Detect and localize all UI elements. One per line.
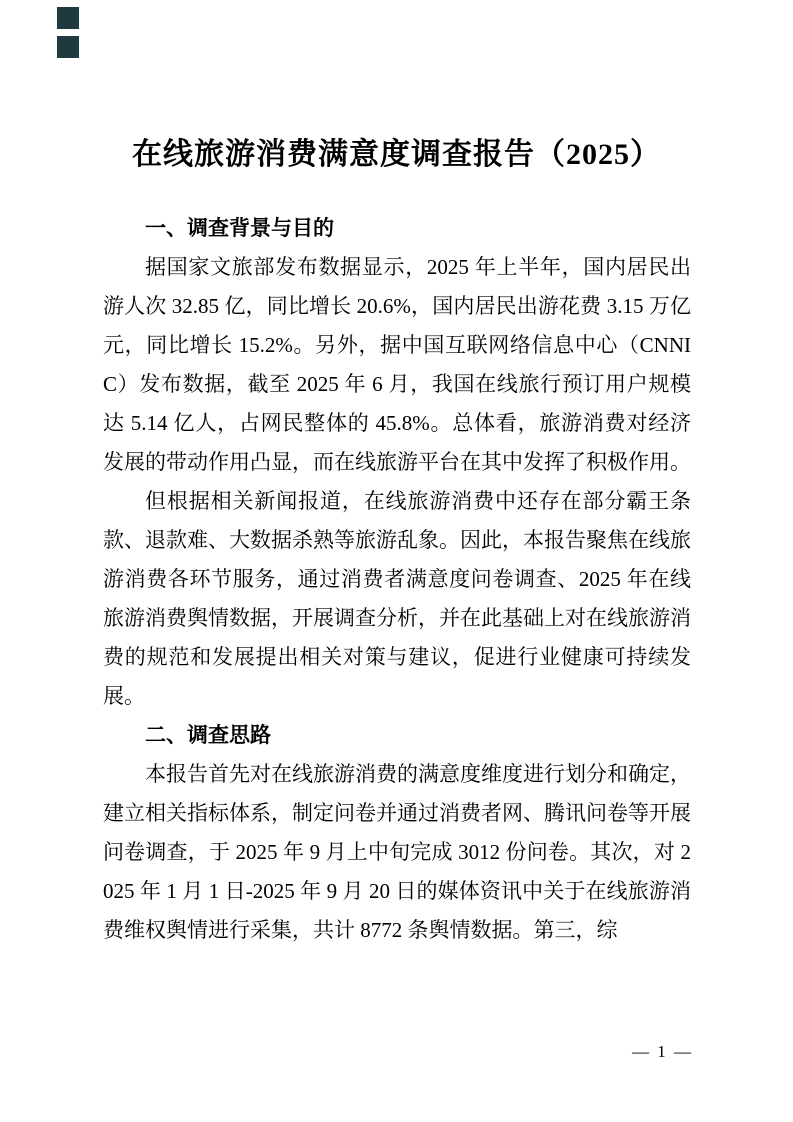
- section-heading-background-purpose: 一、调查背景与目的: [145, 217, 334, 240]
- section-heading-survey-approach: 二、调查思路: [145, 724, 271, 747]
- paragraph-survey-method: 本报告首先对在线旅游消费的满意度维度进行划分和确定，建立相关指标体系，制定问卷并通过消费者网、腾讯问卷等开展问卷调查，于 2025 年 9 月上中旬完成 3012 份问卷。其次，对 2025 年 1 月 1 日-2025 年 9 月 20 日的媒体资讯中关于在线旅游消费维权舆情进行采集，共计 8772 条舆情数据。第三，综: [103, 762, 691, 942]
- document-body: [103, 209, 691, 950]
- paragraph-background-issues: 但根据相关新闻报道，在线旅游消费中还存在部分霸王条款、退款难、大数据杀熟等旅游乱象。因此，本报告聚焦在线旅游消费各环节服务，通过消费者满意度问卷调查、2025 年在线旅游消费舆情数据，开展调查分析，并在此基础上对在线旅游消费的规范和发展提出相关对策与建议，促进行业健康可持续发展。: [103, 489, 691, 708]
- paragraph-background-statistics: 据国家文旅部发布数据显示，2025 年上半年，国内居民出游人次 32.85 亿，同比增长 20.6%，国内居民出游花费 3.15 万亿元，同比增长 15.2%。另外，据中国互联网络信息中心（CNNIC）发布数据，截至 2025 年 6 月，我国在线旅行预订用户规模达 5.14 亿人，占网民整体的 45.8%。总体看，旅游消费对经济发展的带动作用凸显，而在线旅游平台在其中发挥了积极作用。: [103, 255, 691, 474]
- corner-marker-square: [57, 7, 79, 29]
- document-title: 在线旅游消费满意度调查报告（2025）: [132, 138, 661, 171]
- page-number: — 1 —: [632, 1042, 693, 1061]
- corner-markers: [57, 7, 79, 65]
- corner-marker-square: [57, 36, 79, 58]
